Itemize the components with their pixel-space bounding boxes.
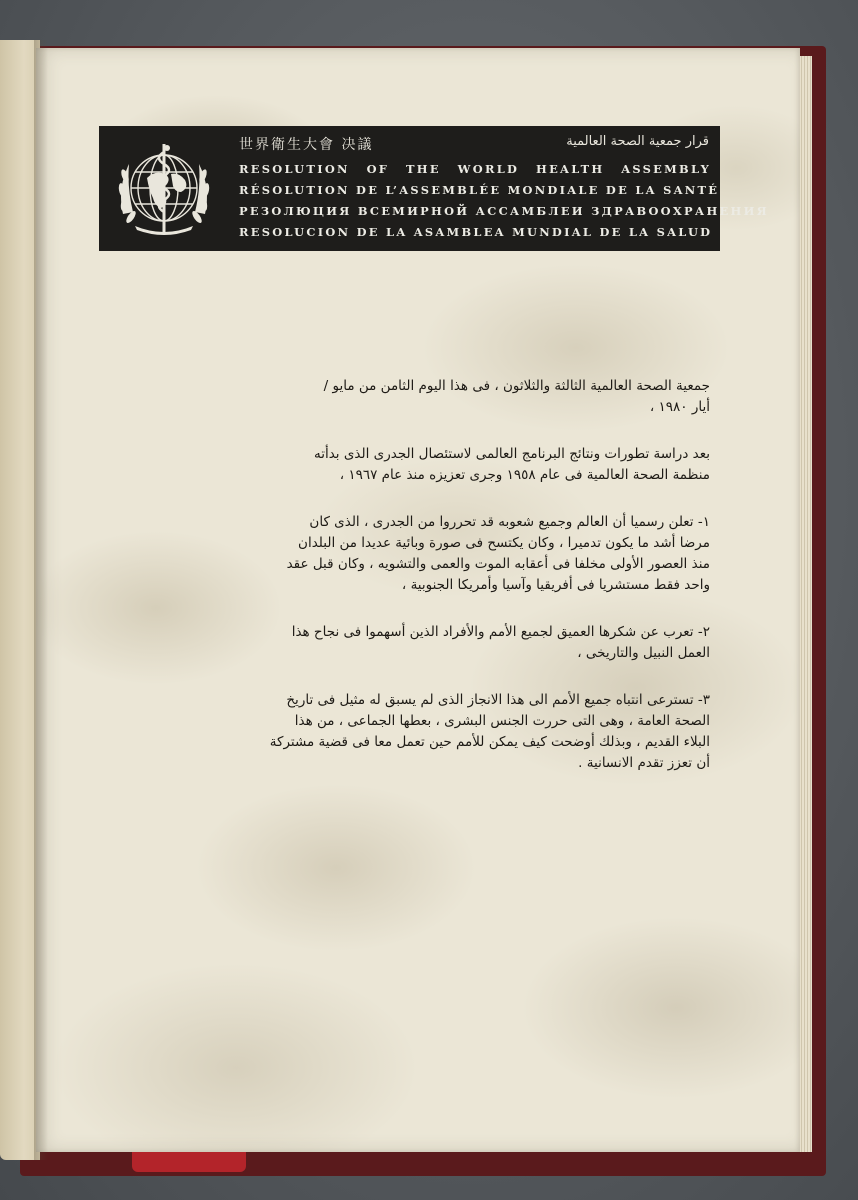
title-line-french: RÉSOLUTION DE L’ASSEMBLÉE MONDIALE DE LA SANTÉ: [239, 183, 720, 197]
text-line: ٣- تسترعى انتباه جميع الأمم الى هذا الانجاز الذى لم يسبق له مثيل فى تاريخ: [286, 692, 710, 708]
resolution-header-banner: [99, 126, 769, 251]
banner-title-row: [239, 134, 709, 156]
text-line: ١- تعلن رسميا أن العالم وجميع شعوبه قد تحرروا من الجدرى ، الذى كان: [309, 514, 710, 530]
text-line: منظمة الصحة العالمية فى عام ١٩٥٨ وجرى تعزيزه منذ عام ١٩٦٧ ،: [339, 467, 710, 483]
text-line: العمل النبيل والتاريخى ،: [577, 645, 710, 661]
text-line: أن تعزز تقدم الانسانية .: [578, 755, 710, 771]
text-line: واحد فقط مستشريا فى أفريقيا وآسيا وأمريكا الجنوبية ،: [401, 577, 710, 593]
page-gutter-shadow: [34, 40, 48, 1160]
text-line: جمعية الصحة العالمية الثالثة والثلاثون ، فى هذا اليوم الثامن من مايو /: [323, 378, 710, 394]
operative-paragraph-2: [150, 622, 710, 664]
text-line: مرضا أشد ما يكون تدميرا ، وكان يكتسح فى صورة وبائية عديدا من البلدان: [298, 535, 710, 551]
text-line: أيار ١٩٨٠ ،: [649, 399, 710, 415]
consideration-paragraph: [150, 444, 710, 486]
resolution-body: [150, 376, 710, 800]
operative-paragraph-1: [150, 512, 710, 596]
title-line-russian: РЕЗОЛЮЦИЯ ВСЕМИРНОЙ АССАМБЛЕИ ЗДРАВООХРАНЕНИЯ: [239, 204, 769, 218]
multilingual-title-lines: [239, 159, 769, 243]
operative-paragraph-3: [150, 690, 710, 774]
chinese-title: 世界衛生大會 决議: [239, 137, 374, 153]
text-line: بعد دراسة تطورات ونتائج البرنامج العالمى لاستئصال الجدرى الذى بدأته: [313, 446, 710, 462]
text-line: منذ العصور الأولى مخلفا فى أعقابه الموت والعمى والتشويه ، وكان قبل عقد: [286, 556, 710, 572]
text-line: البلاء القديم ، وبذلك أوضحت كيف يمكن للأمم حين تعمل معا فى قضية مشتركة: [269, 734, 710, 750]
bookmark-ribbon: [132, 1150, 246, 1172]
title-line-english: RESOLUTION OF THE WORLD HEALTH ASSEMBLY: [239, 162, 711, 176]
text-line: الصحة العامة ، وهى التى حررت الجنس البشرى ، بعطها الجماعى ، من هذا: [294, 713, 710, 729]
title-line-spanish: RESOLUCION DE LA ASAMBLEA MUNDIAL DE LA SALUD: [239, 225, 713, 239]
text-line: ٢- تعرب عن شكرها العميق لجميع الأمم والأفراد الذين أسهموا فى نجاح هذا: [291, 624, 710, 640]
arabic-title: قرار جمعية الصحة العالمية: [566, 134, 709, 149]
who-emblem-icon: [109, 136, 219, 244]
preamble-paragraph: [150, 376, 710, 418]
